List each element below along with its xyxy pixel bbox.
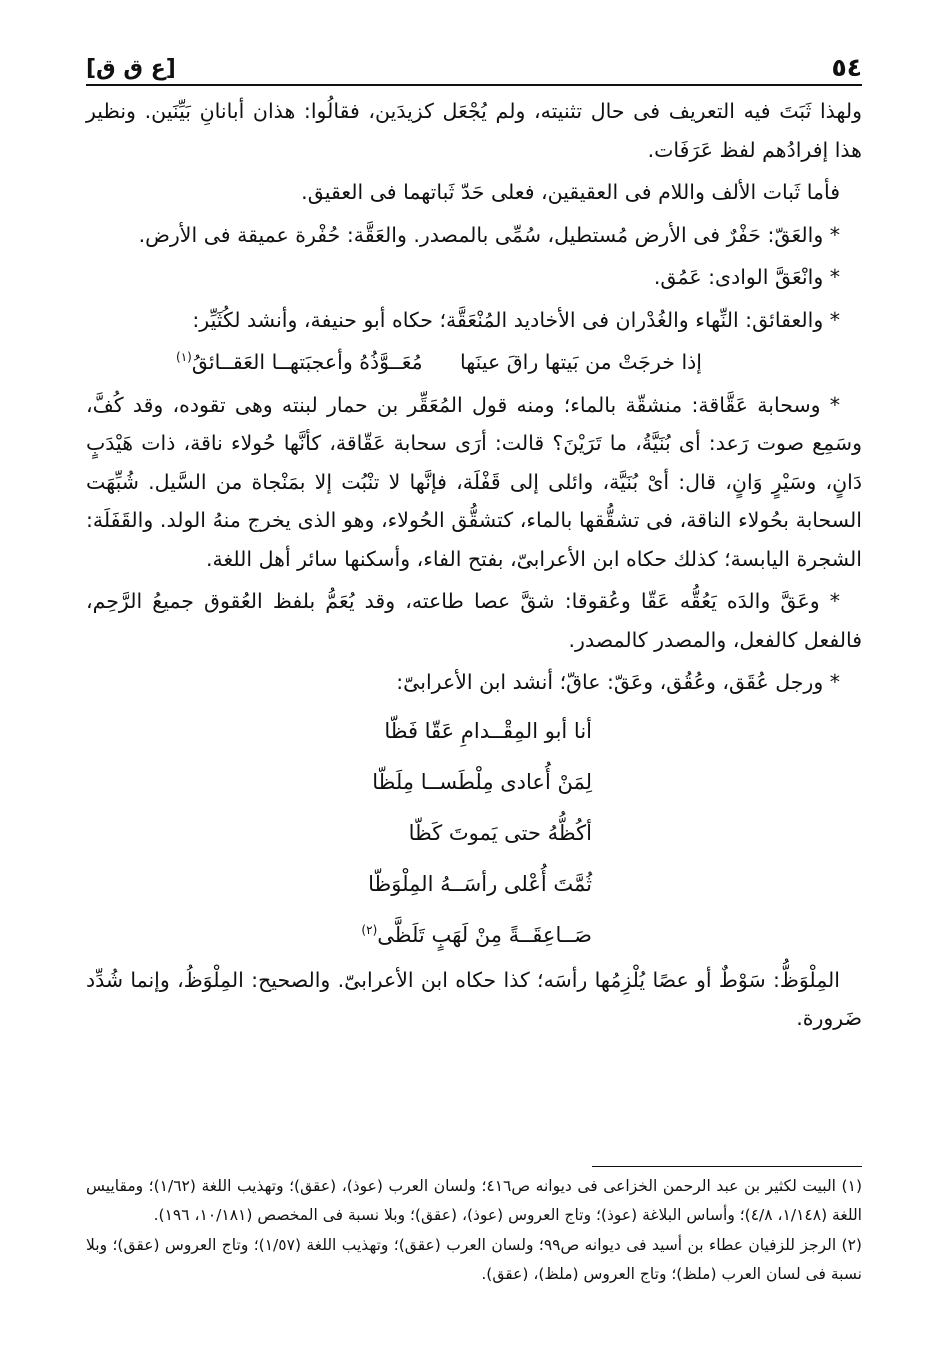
rajaz-line-last	[86, 910, 592, 961]
paragraph: * وانْعَقَّ الوادى: عَمُق.	[653, 265, 840, 289]
rajaz-poem	[86, 706, 862, 961]
paragraph: ولهذا ثَبَتَ فيه التعريف فى حال تثنيته، ولم يُجْعَل كزيدَين، فقالُوا: هذان أبانانِ بَيِّنَين. ونظير هذا إفرادُهم لفظ عَرَفَات.	[86, 99, 862, 162]
paragraph: * والعقائق: النِّهاء والغُدْران فى الأخاديد المُنْعَقَّة؛ حكاه أبو حنيفة، وأنشد لكُثَيِّر:	[192, 307, 840, 332]
paragraph: فأما ثَبات الألف واللام فى العقيقين، فعلى حَدّ ثَباتهما فى العقيق.	[301, 180, 840, 204]
root-heading: [ع ق ق]	[86, 56, 176, 81]
footnote-separator	[592, 1166, 862, 1167]
rajaz-line: لِمَنْ أُعادى مِلْطَســا مِلَظّا	[372, 769, 592, 794]
paragraph: * وسحابة عَقَّاقة: منشقّة بالماء؛ ومنه قول المُعَقِّر بن حمار لبنته وهى تقوده، وقد كُفَّ، وسَمِع صوت رَعد: أى بُنَيَّةُ، ما تَرَيْنَ؟ قالت: أرَى سحابة عَقّاقة، كأنَّها حُولاء ناقة، ذات هَيْدَبٍ دَانٍ، وسَيْرٍ وَانٍ، قال: أىْ بُنَيَّة، وائلى إلى قَفْلَة، فإنَّها لا تنْبُت إلا بمَنْجاة من السَّيل. شُبِّهَت السحابة بحُولاء الناقة، فى تشقُّقها بالماء، كتشقُّق الحُولاء، وهو الذى يخرج منهُ الولد. والقَفَلَة: الشجرة اليابسة؛ كذلك حكاه ابن الأعرابىّ، بفتح الفاء، وأسكنها سائر أهل اللغة.	[86, 392, 862, 571]
rajaz-line: ثُمَّتَ أُعْلى رأسَــهُ المِلْوَظّا	[368, 871, 592, 896]
rajaz-line: صَــاعِقَــةً مِنْ لَهَبٍ تَلَظَّى	[377, 922, 592, 947]
footnote-marker: (٢)	[361, 922, 378, 937]
footnotes	[86, 1172, 862, 1290]
page-number: ٥٤	[831, 53, 862, 82]
poem-verse	[86, 343, 862, 382]
paragraph: المِلْوَظُّ: سَوْطٌ أو عصًا يُلْزِمُها رأسَه؛ كذا حكاه ابن الأعرابىّ. والصحيح: المِلْوَظُ، وإنما شُدِّد ضَرورة.	[86, 967, 862, 1030]
footnote-marker: (١)	[176, 350, 192, 365]
verse-second-hemistich	[176, 343, 423, 382]
verse-first-hemistich: إذا خرجَتْ من بَيتها راقَ عينَها	[459, 350, 702, 374]
main-text	[86, 92, 862, 1042]
footnote-2: (٢) الرجز للزفيان عطاء بن أسيد فى ديوانه ص٩٩؛ ولسان العرب (عقق)؛ وتهذيب اللغة (١/٥٧)؛ وتاج العروس (عقق)؛ وبلا نسبة فى لسان العرب (ملظ)؛ وتاج العروس (ملظ)، (عقق).	[86, 1236, 862, 1283]
rajaz-line: أكُظُّهُ حتى يَموتَ كَظّا	[408, 820, 592, 845]
footnote-1: (١) البيت لكثير بن عبد الرحمن الخزاعى فى ديوانه ص٤١٦؛ ولسان العرب (عوذ)، (عقق)؛ وتهذيب اللغة (١/٦٢)؛ ومقاييس اللغة (١/١٤٨، ٤/٨)؛ وأساس البلاغة (عوذ)؛ وتاج العروس (عوذ)، (عقق)؛ وبلا نسبة فى المخصص (١٠/١٨١، ١٩٦).	[86, 1177, 862, 1224]
page-header	[86, 40, 862, 86]
paragraph: * والعَقّ: حَفْرٌ فى الأرض مُستطيل، سُمِّى بالمصدر. والعَقَّة: حُفْرة عميقة فى الأرض.	[138, 222, 840, 247]
rajaz-line: أنا أبو المِقْــدامِ عَقّا فَظّا	[384, 718, 592, 743]
paragraph: * ورجل عُقَق، وعُقُق، وعَقّ: عاقّ؛ أنشد ابن الأعرابىّ:	[396, 670, 840, 694]
verse-second-hemistich-text: مُعَــوَّذُهُ وأعجبَتهــا العَقــائقُ	[191, 350, 423, 374]
paragraph: * وعَقَّ والدَه يَعُقُّه عَقّا وعُقوقا: شقَّ عصا طاعته، وقد يُعَمُّ بلفظ العُقوق جميعُ الرَّحِم، فالفعل كالفعل، والمصدر كالمصدر.	[86, 589, 862, 652]
